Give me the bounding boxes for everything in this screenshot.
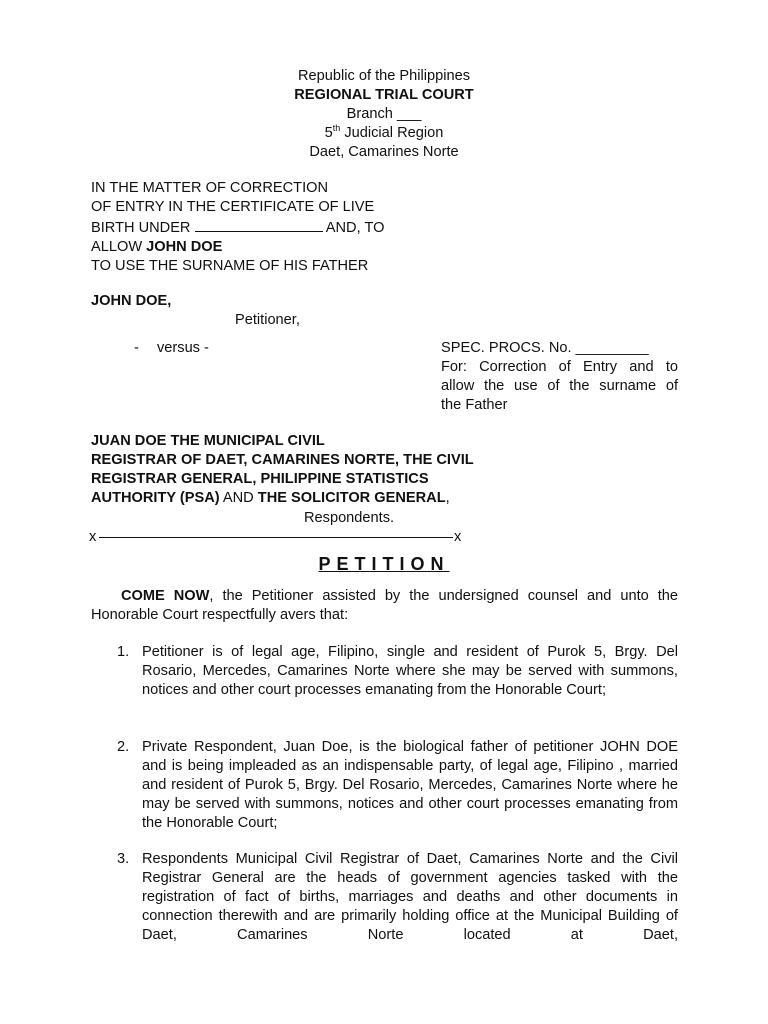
respondent-line-4 — [91, 489, 474, 508]
document-title: PETITION — [318, 554, 450, 574]
numbered-paragraph — [117, 643, 678, 700]
branch-line: Branch ___ — [346, 106, 422, 122]
paragraph-text: Private Respondent, Juan Doe, is the biological father of petitioner JOHN DOE and is being impleaded as an indispensable party, of legal age, Filipino , married and resident of Purok 5, Brgy. Del Rosario, Mercedes, Camarines Norte where he may be served with summons, notices and other court processes emanating from the Honorable Court; — [142, 739, 678, 831]
petitioner-name: JOHN DOE, — [91, 293, 172, 309]
court-header — [0, 67, 768, 162]
birth-name-blank — [195, 217, 323, 232]
caption-line-3 — [91, 217, 384, 238]
respondent-and: AND — [219, 490, 258, 506]
separator-x-left: x — [89, 529, 97, 545]
numbered-paragraph — [117, 738, 678, 833]
case-for-line-2: allow the use of the surname of — [441, 378, 678, 394]
respondent-line-2: REGISTRAR OF DAET, CAMARINES NORTE, THE CIVIL — [91, 452, 474, 468]
caption-and-to: AND, TO — [325, 220, 385, 236]
respondent-line-3: REGISTRAR GENERAL, PHILIPPINE STATISTICS — [91, 471, 429, 487]
court-location: Daet, Camarines Norte — [309, 144, 459, 160]
paragraph-number: 3. — [117, 851, 130, 867]
caption-allow: ALLOW — [91, 239, 143, 255]
region-ordinal-suffix: th — [332, 123, 341, 134]
intro-paragraph — [91, 587, 678, 625]
intro-text: , the Petitioner assisted by the undersigned counsel and unto the Honorable Court respectfully avers that: — [91, 588, 678, 623]
caption-birth-under: BIRTH UNDER — [91, 220, 191, 236]
respondent-solicitor-general: THE SOLICITOR GENERAL — [257, 490, 446, 506]
spec-procs-number: SPEC. PROCS. No. _________ — [441, 340, 649, 356]
republic-line: Republic of the Philippines — [298, 68, 470, 84]
caption-petitioner-name: JOHN DOE — [146, 239, 223, 255]
caption-line-5: TO USE THE SURNAME OF HIS FATHER — [91, 258, 369, 274]
paragraph-number: 2. — [117, 739, 130, 755]
caption-line-4 — [91, 238, 384, 257]
versus-text: versus - — [157, 340, 209, 356]
paragraph-text: Respondents Municipal Civil Registrar of Daet, Camarines Norte and the Civil Registrar General are the heads of government agencies tasked with the registration of fact of births, marriages and deaths and other documents in connection therewith and are primarily holding office at the Municipal Building of Daet, Camarines Norte located at Daet, — [142, 851, 678, 943]
judicial-region-line — [0, 124, 768, 143]
petitioner-role: Petitioner, — [235, 312, 300, 328]
respondent-line-1: JUAN DOE THE MUNICIPAL CIVIL — [91, 433, 325, 449]
court-name: REGIONAL TRIAL COURT — [294, 87, 474, 103]
region-number: 5 — [324, 125, 333, 141]
respondent-psa: AUTHORITY (PSA) — [91, 490, 220, 506]
region-text: Judicial Region — [340, 125, 444, 141]
caption-line-2: OF ENTRY IN THE CERTIFICATE OF LIVE — [91, 199, 375, 215]
paragraph-text: Petitioner is of legal age, Filipino, single and resident of Purok 5, Brgy. Del Rosario, Mercedes, Camarines Norte where she may be served with summons, notices and other court processes emanating from the Honorable Court; — [142, 644, 678, 698]
intro-come-now: COME NOW — [121, 588, 210, 604]
paragraph-number: 1. — [117, 644, 130, 660]
case-caption — [91, 179, 384, 276]
versus-dash: - — [134, 340, 139, 356]
respondents-block — [91, 432, 474, 508]
respondents-role: Respondents. — [304, 510, 395, 526]
caption-line-1: IN THE MATTER OF CORRECTION — [91, 180, 329, 196]
respondent-comma: , — [445, 490, 450, 506]
separator-line — [99, 537, 453, 538]
separator-x-right: x — [454, 529, 462, 545]
numbered-paragraph — [117, 850, 678, 945]
case-for-line-1: For: Correction of Entry and to — [441, 359, 678, 375]
case-for-line-3: the Father — [441, 397, 508, 413]
case-number-block — [441, 339, 678, 415]
